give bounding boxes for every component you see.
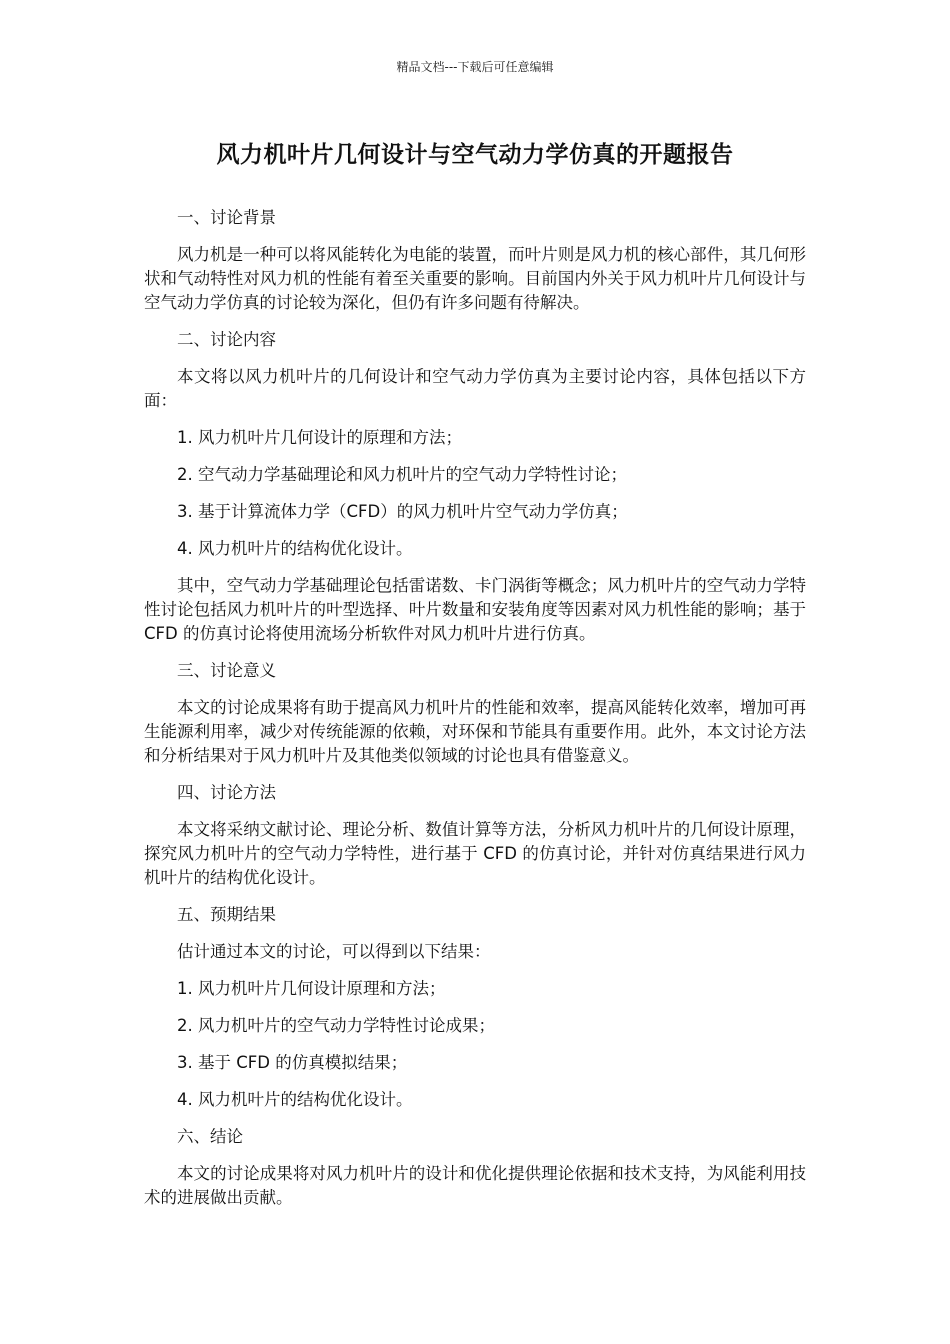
list-item: 2. 空气动力学基础理论和风力机叶片的空气动力学特性讨论； — [177, 465, 627, 484]
section-heading-significance: 三、讨论意义 — [177, 661, 276, 680]
paragraph-method: 本文将采纳文献讨论、理论分析、数值计算等方法，分析风力机叶片的几何设计原理，探究风力机叶片的空气动力学特性，进行基于 CFD 的仿真讨论，并针对仿真结果进行风力机叶片的结构优化设计。 — [144, 820, 806, 887]
document-title: 风力机叶片几何设计与空气动力学仿真的开题报告 — [216, 142, 734, 168]
paragraph-content-detail: 其中，空气动力学基础理论包括雷诺数、卡门涡街等概念；风力机叶片的空气动力学特性讨论包括风力机叶片的叶型选择、叶片数量和安装角度等因素对风力机性能的影响；基于 CFD 的仿真讨论将使用流场分析软件对风力机叶片进行仿真。 — [144, 576, 806, 643]
section-heading-content: 二、讨论内容 — [177, 330, 276, 349]
paragraph-significance: 本文的讨论成果将有助于提高风力机叶片的性能和效率，提高风能转化效率，增加可再生能源利用率，减少对传统能源的依赖，对环保和节能具有重要作用。此外，本文讨论方法和分析结果对于风力机叶片及其他类似领域的讨论也具有借鉴意义。 — [144, 698, 806, 765]
paragraph-content-intro: 本文将以风力机叶片的几何设计和空气动力学仿真为主要讨论内容，具体包括以下方面： — [144, 367, 806, 410]
list-item: 3. 基于计算流体力学（CFD）的风力机叶片空气动力学仿真； — [177, 502, 628, 521]
page-header: 精品文档---下载后可任意编辑 — [396, 60, 554, 74]
paragraph-expected-intro: 估计通过本文的讨论，可以得到以下结果： — [177, 942, 491, 961]
list-item: 2. 风力机叶片的空气动力学特性讨论成果； — [177, 1016, 495, 1035]
list-item: 4. 风力机叶片的结构优化设计。 — [177, 1090, 413, 1109]
section-heading-conclusion: 六、结论 — [177, 1127, 243, 1146]
list-item: 3. 基于 CFD 的仿真模拟结果； — [177, 1053, 408, 1072]
list-item: 1. 风力机叶片几何设计的原理和方法； — [177, 428, 462, 447]
document-body — [144, 206, 806, 1223]
section-heading-background: 一、讨论背景 — [177, 208, 276, 227]
section-heading-expected-results: 五、预期结果 — [177, 905, 276, 924]
paragraph-conclusion: 本文的讨论成果将对风力机叶片的设计和优化提供理论依据和技术支持，为风能利用技术的进展做出贡献。 — [144, 1164, 806, 1207]
list-item: 1. 风力机叶片几何设计原理和方法； — [177, 979, 446, 998]
section-heading-method: 四、讨论方法 — [177, 783, 276, 802]
paragraph-background: 风力机是一种可以将风能转化为电能的装置，而叶片则是风力机的核心部件，其几何形状和气动特性对风力机的性能有着至关重要的影响。目前国内外关于风力机叶片几何设计与空气动力学仿真的讨论较为深化，但仍有许多问题有待解决。 — [144, 245, 806, 312]
list-item: 4. 风力机叶片的结构优化设计。 — [177, 539, 413, 558]
